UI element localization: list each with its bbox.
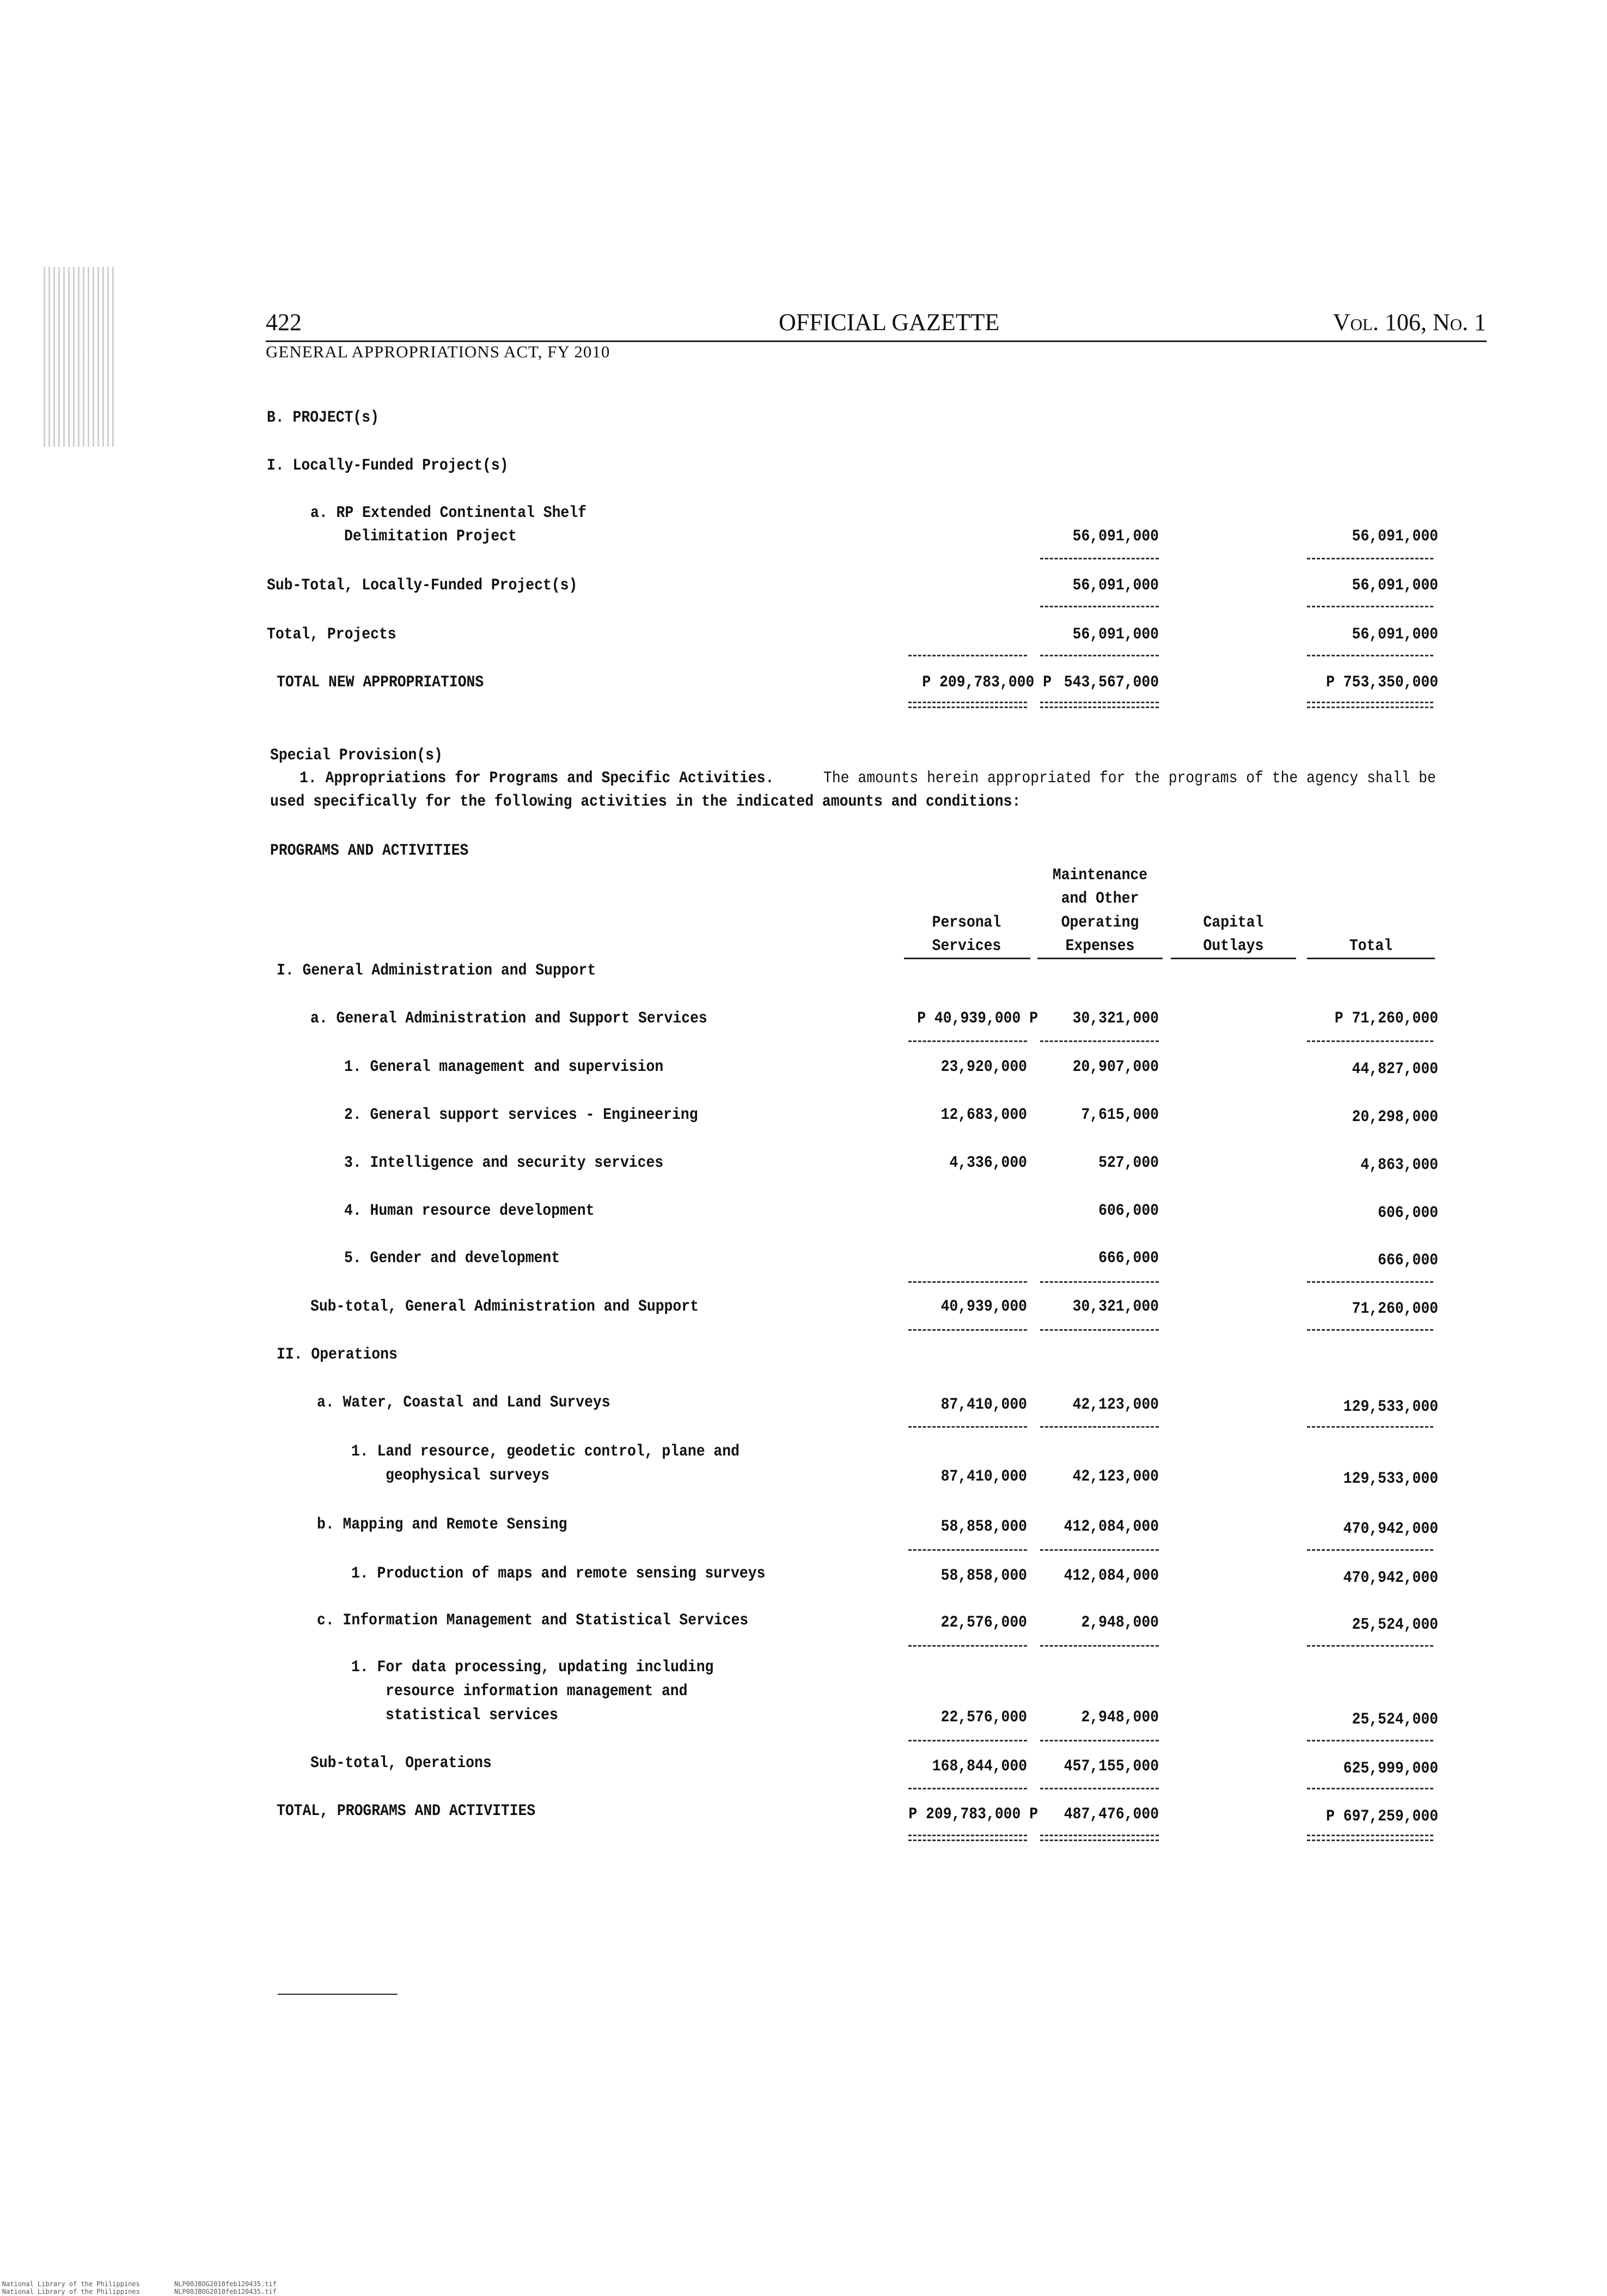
table-row-label: c. Information Management and Statistical Services [317,1611,749,1630]
total-cell: 470,942,000 [1343,1520,1438,1538]
rule [908,655,1027,656]
mooe-cell: 412,084,000 [1064,1518,1159,1536]
table-row-label-cont: resource information management and [386,1682,688,1701]
programs-heading: PROGRAMS AND ACTIVITIES [270,842,469,860]
rule [1307,655,1433,656]
total-cell: 25,524,000 [1352,1616,1438,1634]
total-cell: 606,000 [1378,1204,1438,1222]
rule [1307,1549,1433,1551]
total-cell: 25,524,000 [1352,1710,1438,1729]
table-row-label: b. Mapping and Remote Sensing [317,1515,567,1534]
ps-cell: 22,576,000 [940,1613,1027,1632]
ps-cell: P 209,783,000 P [908,1805,1038,1824]
rule [908,1740,1027,1741]
rule [908,1788,1027,1789]
locally-funded-heading: I. Locally-Funded Project(s) [267,456,509,475]
ps-cell: 23,920,000 [940,1058,1027,1076]
mooe-cell: 2,948,000 [1081,1613,1159,1632]
mooe-cell: 606,000 [1098,1202,1159,1220]
mooe-cell: 487,476,000 [1064,1805,1159,1824]
total-cell: P 697,259,000 [1326,1807,1438,1826]
project-a-mooe: 56,091,000 [1072,527,1159,546]
ps-cell: 87,410,000 [940,1467,1027,1486]
col-co-header: Capital [1203,913,1264,932]
table-row-label: 3. Intelligence and security services [344,1154,664,1172]
total-cell: 4,863,000 [1360,1156,1438,1174]
mooe-cell: 666,000 [1098,1249,1159,1268]
subtotal-label: Sub-total, General Administration and Support [310,1298,699,1316]
total-cell: 20,298,000 [1352,1108,1438,1126]
total-cell: 129,533,000 [1343,1398,1438,1416]
col-mooe-header: Operating [1061,913,1139,932]
table-row-label-cont: geophysical surveys [386,1466,550,1485]
provision-title: 1. Appropriations for Programs and Specific Activities. [300,769,774,788]
col-total-header: Total [1349,937,1393,955]
ps-cell: 87,410,000 [940,1396,1027,1414]
new-approp-ps: P 209,783,000 P [922,673,1052,692]
double-rule [908,1835,1027,1841]
rule [1040,1040,1159,1042]
table-row-label: 1. Production of maps and remote sensing surveys [351,1564,766,1583]
rule [1307,606,1433,607]
rule [1040,1788,1159,1789]
ps-cell: 40,939,000 [940,1298,1027,1316]
subtotal-label: Sub-total, Operations [310,1754,492,1773]
rule [908,1645,1027,1647]
col-ps-header: Services [932,937,1001,955]
new-approp-total: P 753,350,000 [1326,673,1438,692]
total-cell: 129,533,000 [1343,1470,1438,1488]
total-cell: 625,999,000 [1343,1759,1438,1778]
table-row-label-cont: statistical services [386,1706,558,1725]
table-row-label: 1. Land resource, geodetic control, plane and [351,1442,740,1461]
mooe-cell: 7,615,000 [1081,1106,1159,1124]
grand-total-label: TOTAL, PROGRAMS AND ACTIVITIES [277,1802,536,1820]
special-provision-heading: Special Provision(s) [270,746,443,765]
double-rule [1040,702,1159,708]
total-cell: 44,827,000 [1352,1060,1438,1079]
rule [908,1040,1027,1042]
mooe-cell: 457,155,000 [1064,1757,1159,1776]
header-underline [1037,958,1163,959]
volume-label: Vol. 106, No. 1 [1333,309,1486,336]
ps-cell: 58,858,000 [940,1567,1027,1585]
rule [1307,1281,1433,1283]
total-cell: 71,260,000 [1352,1300,1438,1318]
mooe-cell: 30,321,000 [1072,1298,1159,1316]
header-underline [904,958,1030,959]
new-approp-label: TOTAL NEW APPROPRIATIONS [277,673,484,692]
section-title: I. General Administration and Support [277,961,596,980]
section-title: II. Operations [277,1345,398,1364]
total-cell: 666,000 [1378,1251,1438,1270]
act-title: GENERAL APPROPRIATIONS ACT, FY 2010 [266,342,610,361]
rule [1040,1281,1159,1283]
rule [1307,1329,1433,1331]
page-number: 422 [266,309,302,336]
rule [908,1329,1027,1331]
filename-label: NLP00JBOG2010feb120435.tif [174,2280,277,2288]
projects-total-label: Total, Projects [267,625,396,644]
mooe-cell: 527,000 [1098,1154,1159,1172]
projects-total-total: 56,091,000 [1352,625,1438,644]
ps-cell: 168,844,000 [932,1757,1027,1776]
projects-heading: B. PROJECT(s) [267,409,379,427]
filename-label: NLP00JBOG2010feb120435.tif [174,2288,277,2295]
mooe-cell: 42,123,000 [1072,1467,1159,1486]
ps-cell: 4,336,000 [949,1154,1027,1172]
rule [1040,606,1159,607]
project-subtotal-total: 56,091,000 [1352,576,1438,595]
footnote-rule [278,1994,398,1995]
provision-text-cont: used specifically for the following activities in the indicated amounts and conditions: [270,793,1021,811]
table-row-label: a. Water, Coastal and Land Surveys [317,1393,610,1412]
table-row-label: 1. General management and supervision [344,1058,664,1076]
project-subtotal-mooe: 56,091,000 [1072,576,1159,595]
total-cell: P 71,260,000 [1334,1009,1438,1028]
col-co-header: Outlays [1203,937,1264,955]
col-mooe-header: Maintenance [1052,866,1148,885]
header-underline [1307,958,1435,959]
table-row-label: a. General Administration and Support Services [310,1009,707,1028]
rule [1040,655,1159,656]
mooe-cell: 20,907,000 [1072,1058,1159,1076]
rule [1040,1549,1159,1551]
new-approp-mooe: 543,567,000 [1064,673,1159,692]
ps-cell: 22,576,000 [940,1708,1027,1727]
project-a-total: 56,091,000 [1352,527,1438,546]
library-label: National Library of the Philippines [2,2280,140,2288]
scan-artifact [44,267,114,447]
header-underline [1171,958,1296,959]
rule [1307,1040,1433,1042]
mooe-cell: 42,123,000 [1072,1396,1159,1414]
double-rule [908,702,1027,708]
rule [908,1426,1027,1428]
rule [1040,1740,1159,1741]
rule [1307,1426,1433,1428]
rule [908,1281,1027,1283]
double-rule [1307,702,1433,708]
rule [1040,1329,1159,1331]
col-mooe-header: and Other [1061,890,1139,908]
ps-cell: P 40,939,000 P [917,1009,1038,1028]
project-a-label: a. RP Extended Continental Shelf [310,504,586,522]
table-row-label: 4. Human resource development [344,1202,595,1220]
rule [1040,1645,1159,1647]
double-rule [1040,1835,1159,1841]
table-row-label: 1. For data processing, updating including [351,1658,714,1677]
col-mooe-header: Expenses [1065,937,1135,955]
total-cell: 470,942,000 [1343,1569,1438,1587]
mooe-cell: 412,084,000 [1064,1567,1159,1585]
table-row-label: 2. General support services - Engineering [344,1106,698,1124]
projects-total-mooe: 56,091,000 [1072,625,1159,644]
ps-cell: 12,683,000 [940,1106,1027,1124]
ps-cell: 58,858,000 [940,1518,1027,1536]
rule [1307,1788,1433,1789]
provision-text: The amounts herein appropriated for the programs of the agency shall be [823,769,1436,788]
rule [1307,558,1433,559]
col-ps-header: Personal [932,913,1001,932]
rule [908,1549,1027,1551]
table-row-label: 5. Gender and development [344,1249,560,1268]
project-a-label-cont: Delimitation Project [344,527,517,546]
project-subtotal-label: Sub-Total, Locally-Funded Project(s) [267,576,578,595]
mooe-cell: 30,321,000 [1072,1009,1159,1028]
double-rule [1307,1835,1433,1841]
gazette-title: OFFICIAL GAZETTE [779,309,1000,336]
rule [1307,1645,1433,1647]
library-label: National Library of the Philippines [2,2288,140,2295]
rule [1040,558,1159,559]
rule [1040,1426,1159,1428]
mooe-cell: 2,948,000 [1081,1708,1159,1727]
rule [1307,1740,1433,1741]
